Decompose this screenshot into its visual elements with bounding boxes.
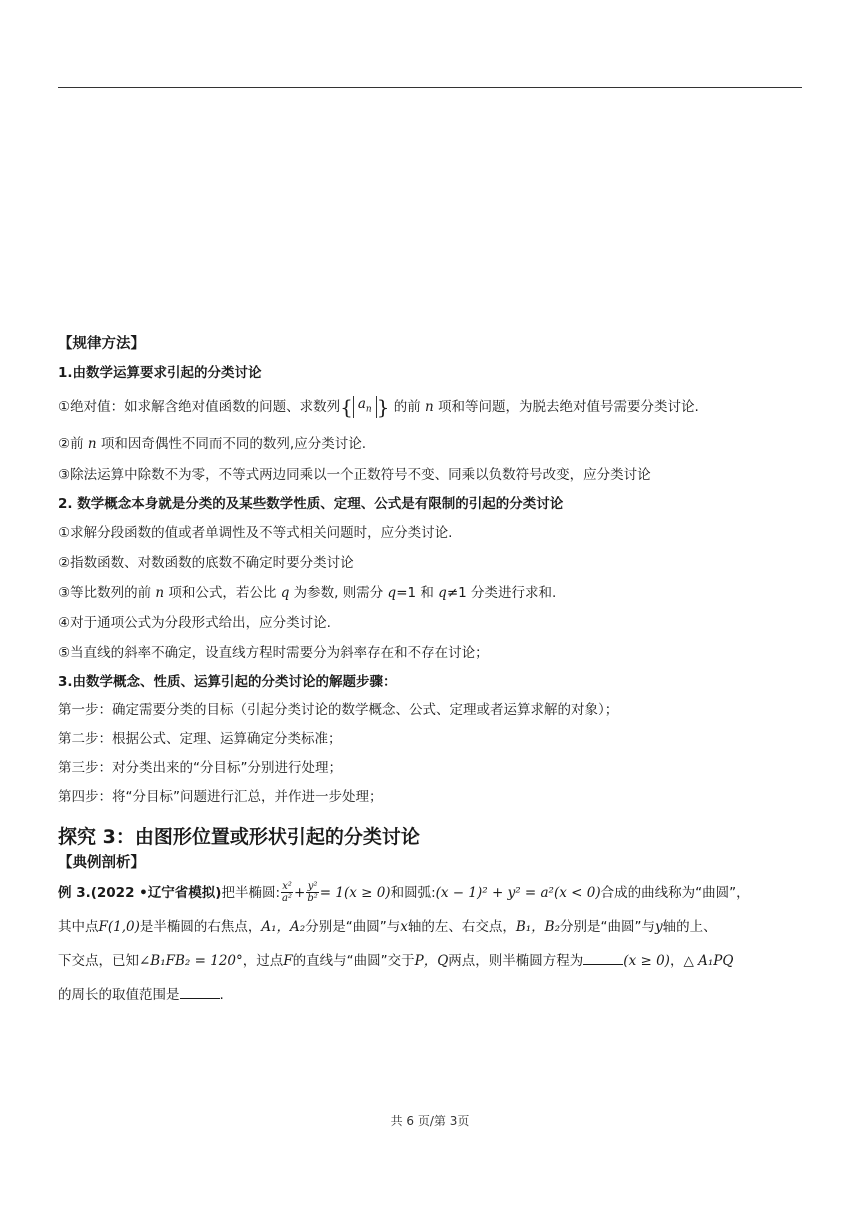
cond-x: (x ≥ 0) xyxy=(623,952,670,969)
item1-2-n: n xyxy=(87,435,97,452)
points-A: A₁，A₂ xyxy=(261,918,306,935)
ex-l3-d: 两点，则半椭圆方程为 xyxy=(448,952,584,969)
frac2-num: y² xyxy=(307,881,318,893)
ellipse-eq: = 1(x ≥ 0) xyxy=(319,884,391,901)
ex-l2-f: 轴的上、 xyxy=(662,918,717,935)
section-heading-example: 【典例剖析】 xyxy=(58,854,145,871)
frac1-den: a² xyxy=(282,893,293,905)
item2-3 xyxy=(58,585,808,601)
item2-3-q: q xyxy=(280,584,290,601)
ex-l1-c: 合成的曲线称为“曲圆”， xyxy=(600,884,750,901)
frac1-num: x² xyxy=(282,881,292,893)
item2-2: ②指数函数、对数函数的底数不确定时要分类讨论 xyxy=(58,554,354,571)
page-content xyxy=(58,332,808,1010)
item2-3-n: n xyxy=(155,584,165,601)
triangle-expr: △ A₁PQ xyxy=(683,952,734,969)
ex-l1-b: 和圆弧: xyxy=(390,884,436,901)
ex-l3-e: ， xyxy=(669,952,684,969)
step-4: 第四步：将“分目标”问题进行汇总，并作进一步处理； xyxy=(58,788,383,805)
example-line-2 xyxy=(58,912,808,942)
points-B: B₁，B₂ xyxy=(515,918,560,935)
brace-right: } xyxy=(376,394,390,419)
example-line-1 xyxy=(58,878,808,908)
seq-sub: n xyxy=(365,404,372,415)
frac2-den: b² xyxy=(307,893,318,905)
example-3 xyxy=(58,878,808,1010)
item2-1: ①求解分段函数的值或者单调性及不等式相关问题时，应分类讨论. xyxy=(58,524,453,541)
step-3: 第三步：对分类出来的“分目标”分别进行处理； xyxy=(58,759,342,776)
brace-left: { xyxy=(340,394,353,419)
item1-2-pre: ②前 xyxy=(58,435,88,452)
item2-4: ④对于通项公式为分段形式给出，应分类讨论. xyxy=(58,614,331,631)
item1-3: ③除法运算中除数不为零，不等式两边同乘以一个正数符号不变、同乘以负数符号改变，应分类讨论 xyxy=(58,466,651,483)
ex-l3-a: 下交点，已知 xyxy=(58,952,139,969)
abs-seq xyxy=(353,396,377,418)
item2-3-e: ≠1 分类进行求和. xyxy=(446,584,557,601)
point-F: F(1,0) xyxy=(98,918,140,935)
ex-l2-b: 是半椭圆的右焦点， xyxy=(139,918,262,935)
item2-5: ⑤当直线的斜率不确定，设直线方程时需要分为斜率存在和不存在讨论； xyxy=(58,644,489,661)
frac-x2-a2 xyxy=(281,881,293,904)
item2-3-d: =1 和 xyxy=(396,584,439,601)
item2-3-q1: q xyxy=(387,584,397,601)
circle-eq: (x − 1)² + y² = a²(x < 0) xyxy=(435,884,601,901)
item1-2 xyxy=(58,436,808,452)
header-rule xyxy=(58,87,802,88)
item1-1-post: 项和等问题，为脱去绝对值号需要分类讨论. xyxy=(433,398,699,415)
points-PQ: P，Q xyxy=(414,952,449,969)
axis-y: y xyxy=(655,918,663,935)
item1-1-n: n xyxy=(425,398,434,415)
answer-blank-2[interactable] xyxy=(180,986,220,999)
explore-heading: 探究 3：由图形位置或形状引起的分类讨论 xyxy=(58,825,420,848)
example-line-3 xyxy=(58,946,808,976)
point-F-2: F xyxy=(283,952,293,969)
ex-l3-c: 的直线与“曲圆”交于 xyxy=(292,952,415,969)
step-2: 第二步：根据公式、定理、运算确定分类标准； xyxy=(58,730,342,747)
ex-l4: 的周长的取值范围是 xyxy=(58,986,180,1003)
item1-1 xyxy=(58,396,808,418)
angle-expr: ∠B₁FB₂ = 120° xyxy=(139,952,243,969)
item3-title: 3.由数学概念、性质、运算引起的分类讨论的解题步骤： xyxy=(58,673,397,690)
seq-a: a xyxy=(357,396,366,412)
example-label: 例 3.(2022 •辽宁省模拟) xyxy=(58,884,222,901)
example-line-4 xyxy=(58,980,808,1010)
ex-l2-d: 轴的左、右交点， xyxy=(407,918,516,935)
item1-1-mid: 的前 xyxy=(389,398,426,415)
frac-y2-b2 xyxy=(306,881,318,904)
ex-l4-end: . xyxy=(219,986,224,1003)
item2-3-c: 为参数, 则需分 xyxy=(289,584,388,601)
item1-1-text: ①绝对值：如求解含绝对值函数的问题、求数列 xyxy=(58,398,341,415)
ex-l2-a: 其中点 xyxy=(58,918,99,935)
item2-title: 2. 数学概念本身就是分类的及某些数学性质、定理、公式是有限制的引起的分类讨论 xyxy=(58,495,564,512)
ex-l2-c: 分别是“曲圆”与 xyxy=(305,918,401,935)
answer-blank-1[interactable] xyxy=(583,952,623,965)
item2-3-a: ③等比数列的前 xyxy=(58,584,156,601)
ex-l3-b: ，过点 xyxy=(242,952,284,969)
page-footer: 共 6 页/第 3页 xyxy=(390,1114,470,1128)
item2-3-b: 项和公式，若公比 xyxy=(164,584,281,601)
item1-title: 1.由数学运算要求引起的分类讨论 xyxy=(58,365,262,381)
ex-l2-e: 分别是“曲圆”与 xyxy=(560,918,655,935)
plus-sign: + xyxy=(294,884,306,901)
section-heading-rules: 【规律方法】 xyxy=(58,336,145,352)
step-1: 第一步：确定需要分类的目标（引起分类讨论的数学概念、公式、定理或者运算求解的对象）； xyxy=(58,701,619,718)
ex-l1-a: 把半椭圆: xyxy=(221,884,281,901)
axis-x: x xyxy=(400,918,408,935)
item2-3-q2: q xyxy=(438,584,447,601)
item1-2-post: 项和因奇偶性不同而不同的数列,应分类讨论. xyxy=(96,435,366,452)
